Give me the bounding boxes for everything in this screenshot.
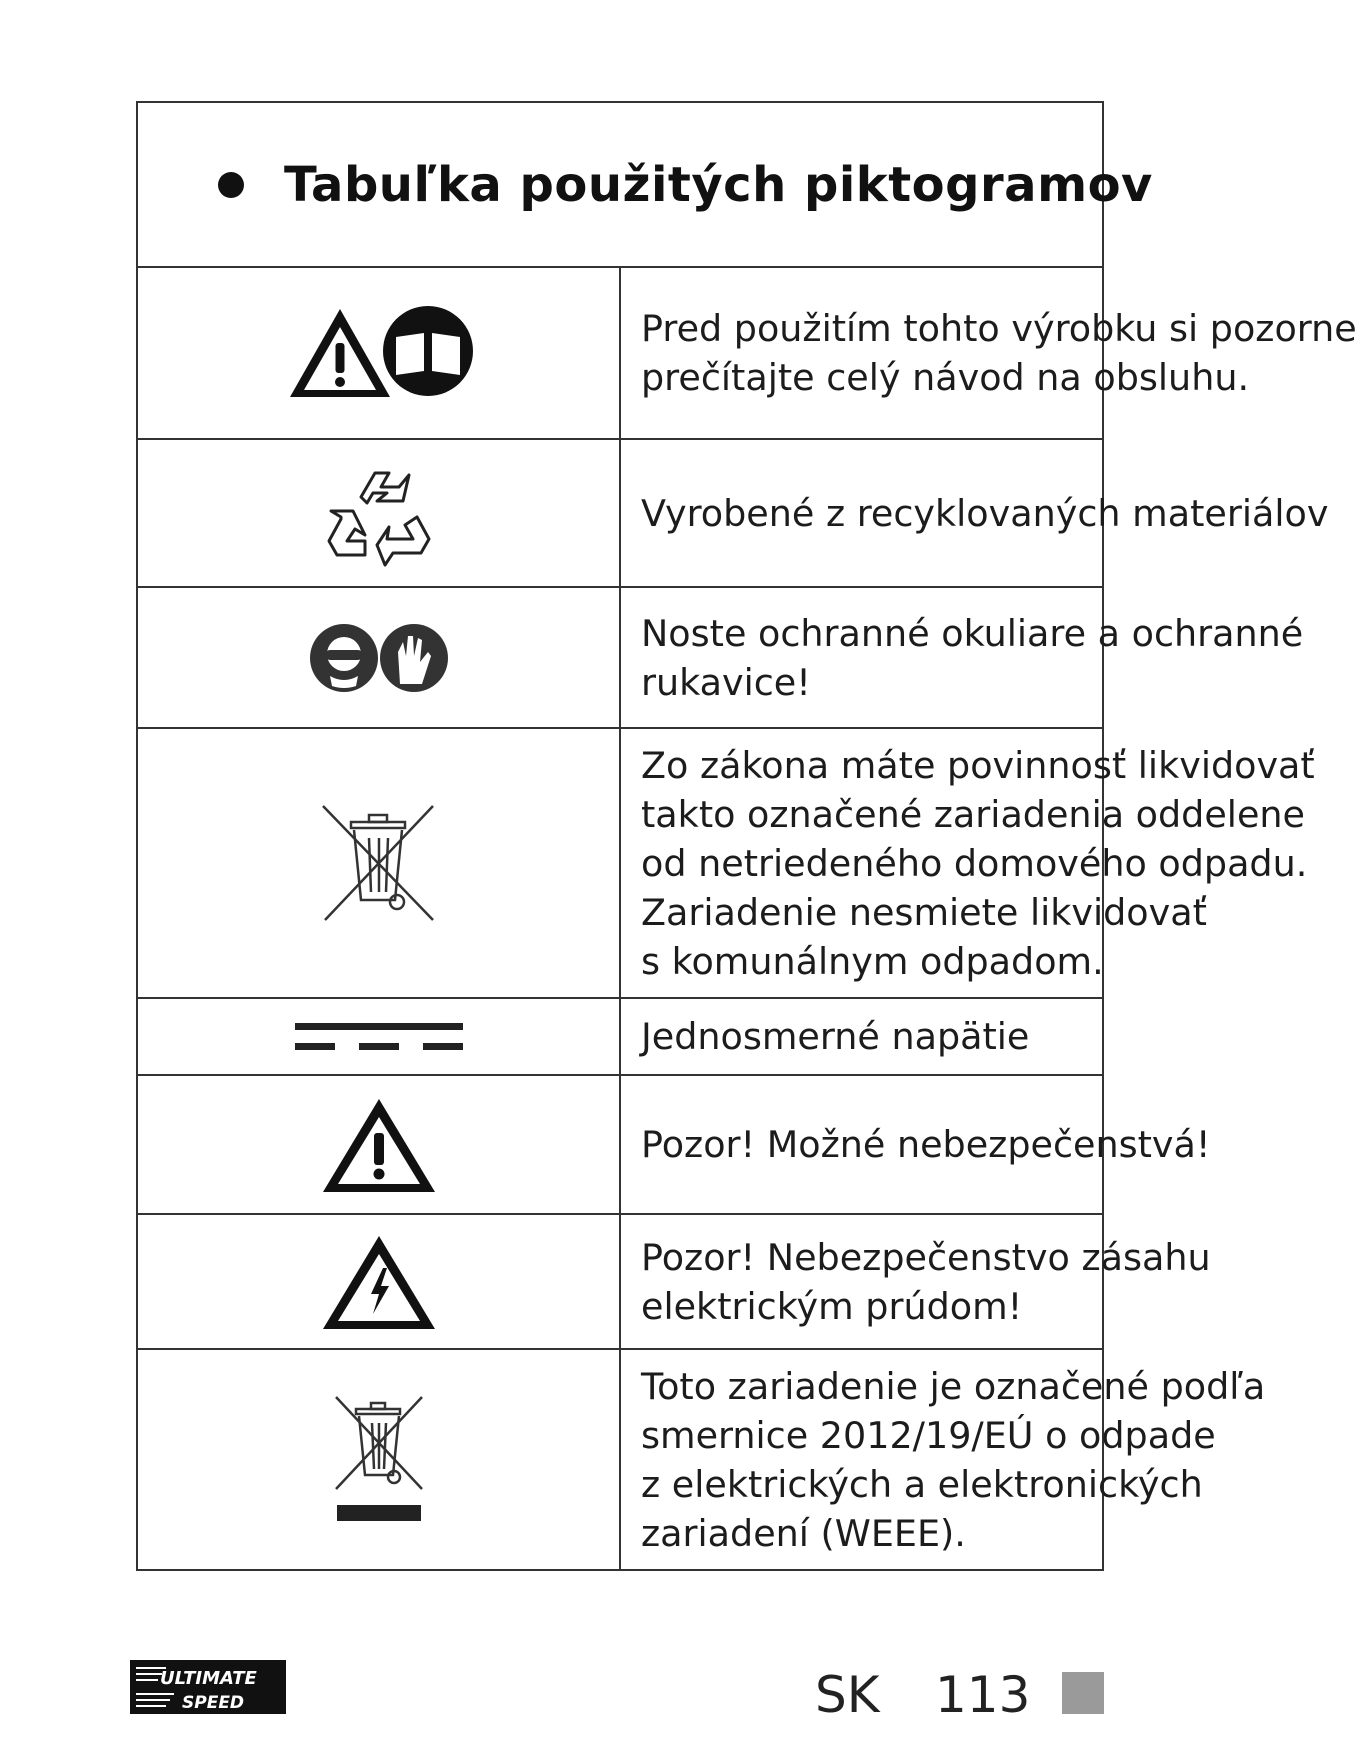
icon-cell bbox=[137, 587, 620, 728]
row-text-line: Toto zariadenie je označené podľa bbox=[641, 1364, 1266, 1408]
table-row bbox=[137, 439, 1103, 587]
row-text-line: prečítajte celý návod na obsluhu. bbox=[641, 356, 1250, 399]
table-row bbox=[137, 587, 1103, 728]
table-row bbox=[137, 998, 1103, 1075]
row-text-line: Vyrobené z recyklovaných materiálov bbox=[641, 491, 1329, 535]
icon-cell bbox=[137, 1214, 620, 1349]
text-cell bbox=[620, 998, 1103, 1075]
electric-hazard-icon bbox=[321, 1232, 437, 1332]
text-cell bbox=[620, 267, 1357, 439]
logo-text-top: ULTIMATE bbox=[160, 1668, 257, 1689]
row-text-line: Pred použitím tohto výrobku si pozorne bbox=[641, 307, 1357, 350]
row-text-line: Pozor! Možné nebezpečenstvá! bbox=[641, 1123, 1211, 1166]
row-text-line: Jednosmerné napätie bbox=[641, 1015, 1030, 1058]
warning-and-manual-icon bbox=[284, 301, 474, 405]
language-code: SK bbox=[815, 1666, 880, 1724]
table-row bbox=[137, 267, 1103, 439]
icon-cell bbox=[137, 728, 620, 998]
icon-cell bbox=[137, 267, 620, 439]
text-cell bbox=[620, 1214, 1211, 1349]
row-text-line: s komunálnym odpadom. bbox=[641, 939, 1104, 983]
row-text-line: rukavice! bbox=[641, 660, 811, 704]
text-cell bbox=[620, 728, 1315, 998]
row-text-line: Noste ochranné okuliare a ochranné bbox=[641, 611, 1304, 655]
pictogram-table bbox=[136, 101, 1357, 1571]
row-text-line: zariadení (WEEE). bbox=[641, 1511, 966, 1555]
text-cell bbox=[620, 1349, 1266, 1570]
bullet-icon bbox=[218, 172, 244, 198]
icon-cell bbox=[137, 1349, 620, 1570]
row-text-line: Zo zákona máte povinnosť likvidovať bbox=[641, 743, 1315, 787]
direct-current-icon bbox=[295, 1021, 463, 1053]
page-marker bbox=[1062, 1672, 1104, 1714]
text-cell bbox=[620, 587, 1304, 728]
icon-cell bbox=[137, 1075, 620, 1214]
row-text-line: Zariadenie nesmiete likvidovať bbox=[641, 890, 1207, 934]
table-row bbox=[137, 728, 1103, 998]
row-text-line: od netriedeného domového odpadu. bbox=[641, 841, 1308, 885]
table-row bbox=[137, 1075, 1103, 1214]
row-text-line: takto označené zariadenia oddelene bbox=[641, 792, 1305, 836]
goggles-and-gloves-icon bbox=[308, 622, 450, 694]
page-number: 113 bbox=[935, 1666, 1031, 1724]
text-cell bbox=[620, 1075, 1211, 1214]
weee-bin-icon bbox=[334, 1395, 424, 1525]
title-cell bbox=[137, 102, 1153, 267]
recycle-icon bbox=[319, 457, 439, 569]
warning-icon bbox=[321, 1095, 437, 1195]
logo-text-bottom: SPEED bbox=[182, 1693, 245, 1713]
brand-logo bbox=[130, 1660, 286, 1718]
icon-cell bbox=[137, 998, 620, 1075]
table-title-row bbox=[137, 102, 1103, 267]
table-title: Tabuľka použitých piktogramov bbox=[284, 156, 1153, 213]
icon-cell bbox=[137, 439, 620, 587]
row-text-line: elektrickým prúdom! bbox=[641, 1284, 1023, 1328]
row-text-line: Pozor! Nebezpečenstvo zásahu bbox=[641, 1235, 1211, 1279]
crossed-bin-icon bbox=[321, 804, 437, 922]
table-row bbox=[137, 1349, 1103, 1570]
table-row bbox=[137, 1214, 1103, 1349]
row-text-line: smernice 2012/19/EÚ o odpade bbox=[641, 1413, 1216, 1457]
text-cell bbox=[620, 439, 1329, 587]
row-text-line: z elektrických a elektronických bbox=[641, 1462, 1203, 1506]
